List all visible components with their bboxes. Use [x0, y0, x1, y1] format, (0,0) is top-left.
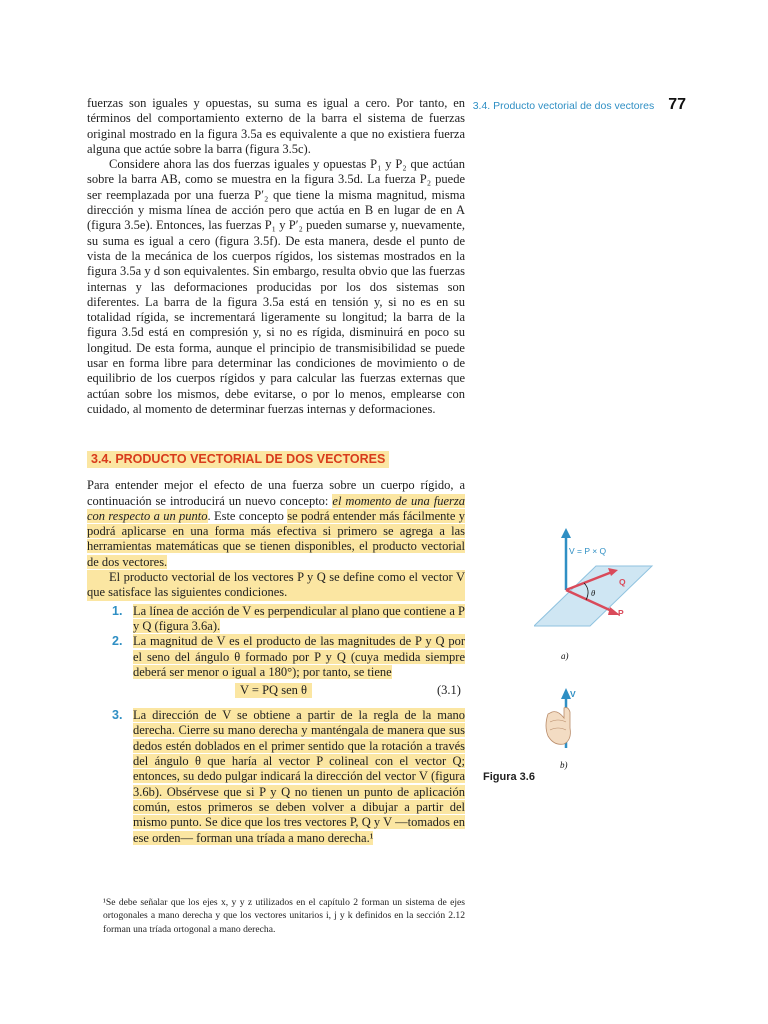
equation-body: V = PQ sen θ [235, 683, 312, 698]
page-number: 77 [668, 96, 686, 113]
figure-3-6 [534, 526, 654, 786]
equation-3-1 [87, 680, 465, 704]
right-hand-icon [546, 708, 570, 745]
section-title: 3.4. PRODUCTO VECTORIAL DE DOS VECTORES [87, 451, 389, 468]
equation-number: (3.1) [437, 683, 461, 698]
v-product-label: V = P × Q [569, 546, 607, 556]
section-3-4 [87, 451, 465, 846]
list-item-2: 2. La magnitud de V es el producto de las magnitudes de P y Q por el seno del ángulo θ formado por P y Q (cuya medida siempre deberá ser menor o igual a 180°); por tanto, se tiene [112, 634, 465, 679]
section-paragraph-2: El producto vectorial de los vectores P y Q se define como el vector V que satisface las siguientes condiciones. [87, 570, 465, 600]
header-section-title: 3.4. Producto vectorial de dos vectores [472, 100, 655, 112]
intro-paragraph-1: fuerzas son iguales y opuestas, su suma es igual a cero. Por tanto, en términos del comportamiento externo de la barra el sistema de fuerzas original mostrado en la figura 3.5a es equivalente a que no existiera fuerza alguna que actúe sobre la barra (figura 3.5c). [87, 96, 465, 156]
section-heading [87, 451, 465, 468]
label-a: a) [561, 651, 569, 661]
figure-caption: Figura 3.6 [483, 771, 535, 783]
footnote: ¹Se debe señalar que los ejes x, y y z utilizados en el capítulo 2 forman un sistema de ejes ortogonales a mano derecha y que los vectores unitarios i, j y k definidos en la sección 2.12 forman una tríada ortogonal a mano derecha. [103, 897, 465, 935]
intro-paragraph-2: Considere ahora las dos fuerzas iguales y opuestas P₁ y P₂ que actúan sobre la barra AB, como se muestra en la figura 3.5d. La fuerza P₂ puede ser reemplazada por una fuerza P′₂ que tiene la misma magnitud, misma dirección y misma línea de acción pero que actúa en B en lugar de en A (figura 3.5e). Entonces, las fuerzas P₁ y P′₂ pueden sumarse y, nuevamente, su suma es igual a cero (figura 3.5f). De esta manera, desde el punto de vista de la mecánica de los cuerpos rígidos, los sistemas mostrados en la figura 3.5a y d son equivalentes. Sin embargo, resulta obvio que las fuerzas internas y las deformaciones producidas por los dos sistemas son diferentes. La barra de la figura 3.5a está en tensión y, si no es en su totalidad rígida, se incrementará ligeramente su longitud; la barra de la figura 3.5d está en compresión y, si no es rígida, disminuirá en poco su longitud. De esta forma, aunque el principio de transmisibilidad se puede usar en forma libre para determinar las condiciones de movimiento o de equilibrio de los cuerpos rígidos y para calcular las fuerzas externas que actúan sobre los mismos, debe evitarse, o por lo menos, emplearse con cuidado, al momento de determinar fuerzas internas y deformaciones. [87, 157, 465, 416]
label-b: b) [560, 760, 568, 770]
q-label: Q [619, 577, 626, 587]
theta-label: θ [591, 588, 596, 598]
p-label: P [618, 608, 624, 618]
running-header [473, 96, 686, 114]
list-item-1: 1. La línea de acción de V es perpendicular al plano que contiene a P y Q (figura 3.6a). [112, 603, 465, 633]
intro-text [87, 96, 465, 417]
v-arrowhead [561, 528, 571, 538]
section-paragraph-1: Para entender mejor el efecto de una fuerza sobre un cuerpo rígido, a continuación se introducirá un nuevo concepto: el momento de una fuerza con respecto a un punto. Este concepto se podrá entender más fácilmente y podrá aplicarse en una forma más efectiva si primero se agrega a las herramientas matemáticas que se tienen disponibles, el producto vectorial de dos vectores. [87, 478, 466, 569]
list-item-3: 3. La dirección de V se obtiene a partir de la regla de la mano derecha. Cierre su mano derecha y manténgala de manera que sus dedos estén doblados en el primer sentido que la rotación a través del ángulo θ que haría al vector P colineal con el vector Q; entonces, su dedo pulgar indicará la dirección del vector V (figura 3.6b). Obsérvese que si P y Q no tienen un punto de aplicación común, estos primeros se deben volver a dibujar a partir del mismo punto. Se dice que los tres vectores P, Q y V —tomados en ese orden— forman una tríada a mano derecha.¹ [112, 708, 465, 845]
v-label-b: V [570, 689, 576, 699]
